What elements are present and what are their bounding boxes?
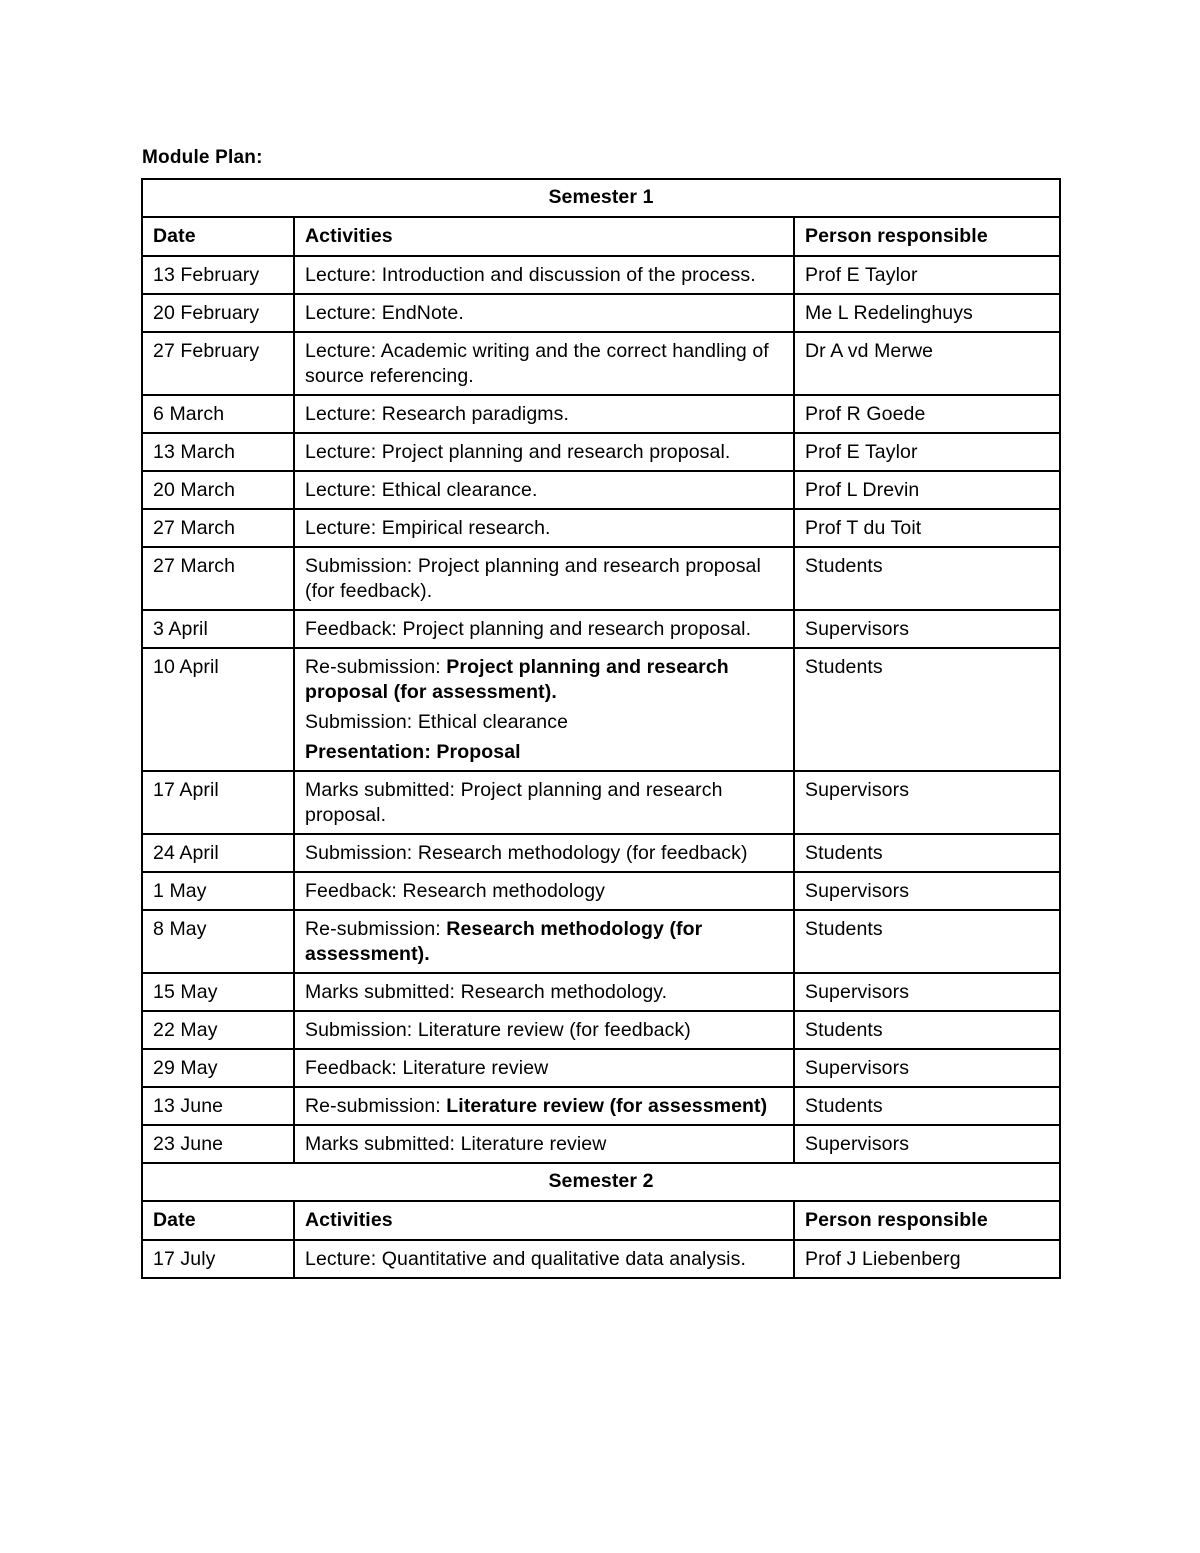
activity-text	[305, 1247, 783, 1272]
activity-prefix: Re-submission:	[305, 1095, 447, 1117]
table-row	[142, 395, 1060, 433]
activity-text	[305, 478, 783, 503]
person-cell: Supervisors	[794, 771, 1060, 834]
table-row	[142, 771, 1060, 834]
module-plan-body	[142, 179, 1060, 1278]
semester-1-row	[142, 179, 1060, 217]
date-cell: 23 June	[142, 1125, 294, 1163]
table-row	[142, 648, 1060, 771]
activity-prefix: Lecture: Quantitative and qualitative data analysis.	[305, 1248, 746, 1270]
table-row	[142, 509, 1060, 547]
semester-2-header-row	[142, 1201, 1060, 1240]
activity-prefix: Lecture: EndNote.	[305, 302, 464, 324]
activity-prefix: Marks submitted: Research methodology.	[305, 981, 668, 1003]
activity-prefix: Submission: Ethical clearance	[305, 711, 569, 733]
date-cell: 24 April	[142, 834, 294, 872]
activity-prefix: Submission: Project planning and research proposal (for feedback).	[305, 555, 761, 602]
date-cell: 15 May	[142, 973, 294, 1011]
activity-cell	[294, 294, 794, 332]
activity-text	[305, 516, 783, 541]
person-cell: Supervisors	[794, 973, 1060, 1011]
activities-header: Activities	[294, 1201, 794, 1240]
table-row	[142, 1087, 1060, 1125]
person-cell: Supervisors	[794, 872, 1060, 910]
date-cell: 22 May	[142, 1011, 294, 1049]
date-cell: 13 March	[142, 433, 294, 471]
table-row	[142, 256, 1060, 294]
table-row	[142, 1049, 1060, 1087]
activity-text	[305, 879, 783, 904]
page-title: Module Plan:	[142, 147, 263, 168]
activity-cell	[294, 834, 794, 872]
activity-prefix: Lecture: Introduction and discussion of the process.	[305, 264, 756, 286]
date-cell: 17 April	[142, 771, 294, 834]
table-row	[142, 471, 1060, 509]
activity-prefix: Marks submitted: Literature review	[305, 1133, 607, 1155]
activity-prefix: Submission: Research methodology (for feedback)	[305, 842, 748, 864]
date-cell: 20 March	[142, 471, 294, 509]
semester-2-row	[142, 1163, 1060, 1201]
activity-cell	[294, 471, 794, 509]
person-cell: Prof E Taylor	[794, 256, 1060, 294]
person-cell: Students	[794, 547, 1060, 610]
person-cell: Prof T du Toit	[794, 509, 1060, 547]
activity-text	[305, 402, 783, 427]
table-row	[142, 910, 1060, 973]
activities-header: Activities	[294, 217, 794, 256]
activity-cell	[294, 547, 794, 610]
date-cell: 13 February	[142, 256, 294, 294]
person-cell: Prof L Drevin	[794, 471, 1060, 509]
date-cell: 27 March	[142, 547, 294, 610]
person-cell: Students	[794, 1087, 1060, 1125]
activity-cell	[294, 1087, 794, 1125]
activity-prefix: Lecture: Project planning and research proposal.	[305, 441, 731, 463]
activity-text	[305, 778, 783, 828]
activity-text	[305, 1018, 783, 1043]
semester-1-label: Semester 1	[142, 179, 1060, 217]
activity-prefix: Lecture: Empirical research.	[305, 517, 551, 539]
semester-2-label: Semester 2	[142, 1163, 1060, 1201]
date-cell: 3 April	[142, 610, 294, 648]
date-header: Date	[142, 217, 294, 256]
activity-prefix: Lecture: Ethical clearance.	[305, 479, 538, 501]
date-cell: 6 March	[142, 395, 294, 433]
person-cell: Prof E Taylor	[794, 433, 1060, 471]
table-row	[142, 547, 1060, 610]
activity-cell	[294, 332, 794, 395]
person-header: Person responsible	[794, 217, 1060, 256]
activity-text	[305, 1094, 783, 1119]
activity-cell	[294, 872, 794, 910]
table-row	[142, 610, 1060, 648]
table-row	[142, 973, 1060, 1011]
activity-text	[305, 655, 783, 705]
table-row	[142, 1011, 1060, 1049]
person-cell: Supervisors	[794, 610, 1060, 648]
activity-cell	[294, 1125, 794, 1163]
person-cell: Students	[794, 1011, 1060, 1049]
activity-cell	[294, 433, 794, 471]
activity-emphasis: Research methodology (for assessment).	[305, 918, 703, 965]
activity-text	[305, 339, 783, 389]
date-header: Date	[142, 1201, 294, 1240]
person-header: Person responsible	[794, 1201, 1060, 1240]
activity-text	[305, 617, 783, 642]
activity-text	[305, 917, 783, 967]
date-cell: 27 February	[142, 332, 294, 395]
activity-text	[305, 1056, 783, 1081]
activity-text	[305, 301, 783, 326]
activity-cell	[294, 610, 794, 648]
date-cell: 17 July	[142, 1240, 294, 1278]
module-plan-table	[141, 178, 1061, 1279]
semester-1-header-row	[142, 217, 1060, 256]
activity-text	[305, 554, 783, 604]
activity-text	[305, 440, 783, 465]
table-row	[142, 433, 1060, 471]
activity-text	[305, 1132, 783, 1157]
person-cell: Dr A vd Merwe	[794, 332, 1060, 395]
activity-cell	[294, 395, 794, 433]
activity-text	[305, 740, 783, 765]
date-cell: 13 June	[142, 1087, 294, 1125]
activity-cell	[294, 973, 794, 1011]
activity-text	[305, 710, 783, 735]
table-row	[142, 332, 1060, 395]
date-cell: 20 February	[142, 294, 294, 332]
activity-emphasis: Project planning and research proposal (for assessment).	[305, 656, 729, 703]
activity-prefix: Submission: Literature review (for feedback)	[305, 1019, 691, 1041]
person-cell: Me L Redelinghuys	[794, 294, 1060, 332]
date-cell: 10 April	[142, 648, 294, 771]
date-cell: 27 March	[142, 509, 294, 547]
table-row	[142, 1125, 1060, 1163]
activity-cell	[294, 256, 794, 294]
activity-prefix: Marks submitted: Project planning and research proposal.	[305, 779, 723, 826]
activity-cell	[294, 1011, 794, 1049]
person-cell: Students	[794, 910, 1060, 973]
date-cell: 29 May	[142, 1049, 294, 1087]
person-cell: Prof J Liebenberg	[794, 1240, 1060, 1278]
activity-prefix: Lecture: Academic writing and the correct handling of source referencing.	[305, 340, 769, 387]
activity-cell	[294, 910, 794, 973]
person-cell: Supervisors	[794, 1049, 1060, 1087]
activity-emphasis: Presentation: Proposal	[305, 741, 521, 763]
activity-cell	[294, 1240, 794, 1278]
activity-text	[305, 263, 783, 288]
table-row	[142, 834, 1060, 872]
activity-cell	[294, 1049, 794, 1087]
person-cell: Students	[794, 648, 1060, 771]
activity-text	[305, 980, 783, 1005]
person-cell: Prof R Goede	[794, 395, 1060, 433]
activity-emphasis: Literature review (for assessment)	[446, 1095, 768, 1117]
activity-prefix: Feedback: Project planning and research proposal.	[305, 618, 752, 640]
table-row	[142, 294, 1060, 332]
activity-prefix: Feedback: Literature review	[305, 1057, 549, 1079]
person-cell: Supervisors	[794, 1125, 1060, 1163]
person-cell: Students	[794, 834, 1060, 872]
activity-cell	[294, 509, 794, 547]
table-row	[142, 1240, 1060, 1278]
table-row	[142, 872, 1060, 910]
activity-text	[305, 841, 783, 866]
activity-prefix: Re-submission:	[305, 918, 447, 940]
activity-prefix: Re-submission:	[305, 656, 447, 678]
date-cell: 1 May	[142, 872, 294, 910]
activity-cell	[294, 648, 794, 771]
activity-prefix: Lecture: Research paradigms.	[305, 403, 570, 425]
activity-prefix: Feedback: Research methodology	[305, 880, 606, 902]
activity-cell	[294, 771, 794, 834]
date-cell: 8 May	[142, 910, 294, 973]
